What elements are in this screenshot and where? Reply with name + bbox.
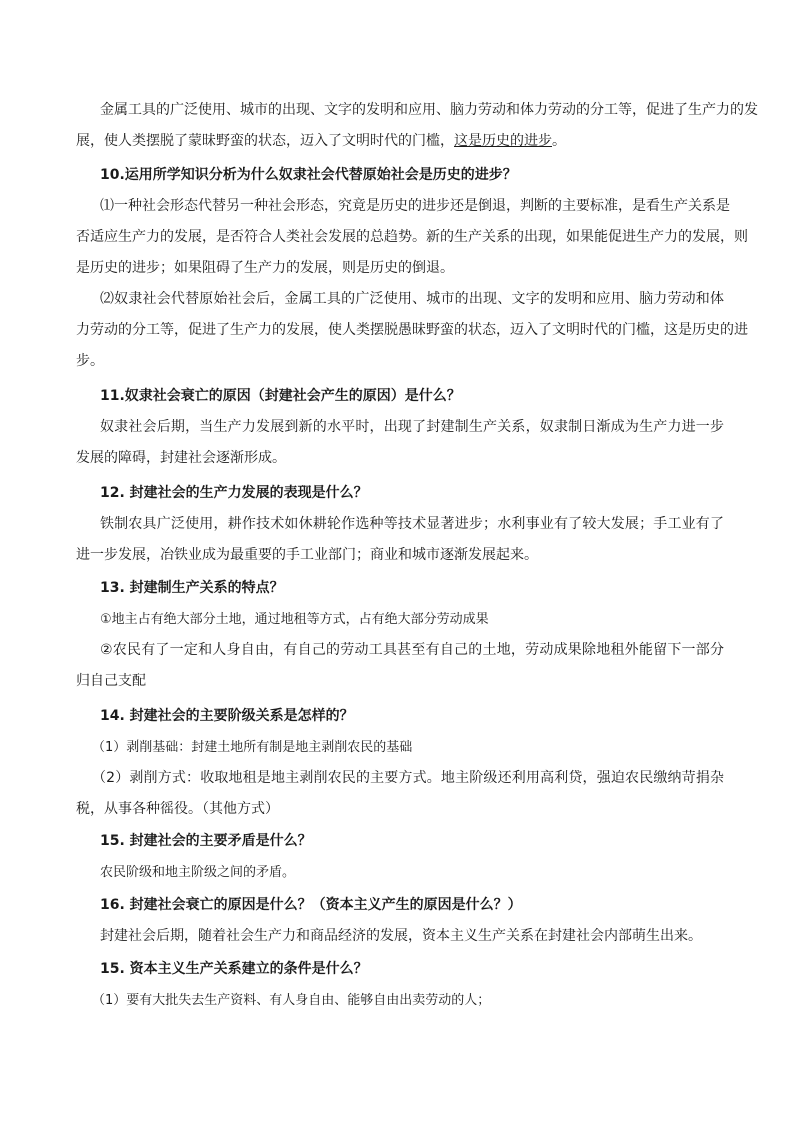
text-span: 展，使人类摆脱了蒙昧野蛮的状态，迈入了文明时代的门槛， — [76, 133, 454, 149]
text-span: 。 — [552, 133, 566, 149]
text-line: 铁制农具广泛使用，耕作技术如休耕轮作选种等技术显著进步；水利事业有了较大发展；手工业有了 — [100, 516, 724, 532]
question-16 — [100, 890, 724, 952]
question-title: 15. 资本主义生产关系建立的条件是什么？ — [100, 961, 368, 977]
text-line: 金属工具的广泛使用、城市的出现、文字的发明和应用、脑力劳动和体力劳动的分工等，促进了生产力的发 — [100, 102, 758, 118]
question-10 — [76, 160, 748, 377]
question-title: 10.运用所学知识分析为什么奴隶社会代替原始社会是历史的进步？ — [100, 167, 517, 183]
text-line: ②农民有了一定和人身自由，有自己的劳动工具甚至有自己的土地，劳动成果除地租外能留下一部分 — [100, 642, 724, 658]
text-line: （2）剥削方式：收取地租是地主剥削农民的主要方式。地主阶级还利用高利贷，强迫农民缴纳苛捐杂 — [92, 770, 724, 786]
question-12 — [76, 478, 724, 571]
text-line: 归自己支配 — [76, 673, 146, 689]
text-line: ⑵奴隶社会代替原始社会后，金属工具的广泛使用、城市的出现、文字的发明和应用、脑力劳动和体 — [100, 291, 724, 307]
question-13 — [76, 573, 724, 697]
question-17 — [92, 954, 724, 1016]
text-line: （1）剥削基础：封建土地所有制是地主剥削农民的基础 — [92, 740, 413, 755]
text-line: 封建社会后期，随着社会生产力和商品经济的发展，资本主义生产关系在封建社会内部萌生出来。 — [100, 928, 702, 944]
question-15 — [100, 826, 724, 888]
question-14 — [76, 701, 724, 825]
text-line: 否适应生产力的发展，是否符合人类社会发展的总趋势。新的生产关系的出现，如果能促进生产力的发展，则 — [76, 229, 748, 245]
question-11 — [76, 381, 724, 474]
question-title: 13. 封建制生产关系的特点？ — [100, 580, 284, 596]
question-title: 12. 封建社会的生产力发展的表现是什么？ — [100, 485, 368, 501]
text-line: （1）要有大批失去生产资料、有人身自由、能够自由出卖劳动的人； — [92, 993, 491, 1008]
question-title: 16. 封建社会衰亡的原因是什么？（资本主义产生的原因是什么？） — [100, 897, 522, 913]
text-line: 奴隶社会后期，当生产力发展到新的水平时，出现了封建制生产关系，奴隶制日渐成为生产力进一步 — [100, 419, 724, 435]
text-line: 进一步发展，冶铁业成为最重要的手工业部门；商业和城市逐渐发展起来。 — [76, 547, 538, 563]
text-line: 是历史的进步；如果阻碍了生产力的发展，则是历史的倒退。 — [76, 260, 454, 276]
text-line: 税，从事各种徭役。（其他方式） — [76, 801, 279, 817]
text-line: 步。 — [76, 353, 104, 369]
text-line: 农民阶级和地主阶级之间的矛盾。 — [100, 865, 296, 880]
question-title: 14. 封建社会的主要阶级关系是怎样的？ — [100, 708, 354, 724]
underlined-text: 这是历史的进步 — [454, 133, 552, 149]
text-line: 力劳动的分工等，促进了生产力的发展，使人类摆脱愚昧野蛮的状态，迈入了文明时代的门槛，这是历史的进 — [76, 322, 748, 338]
text-line — [76, 126, 724, 157]
intro-paragraph — [76, 95, 758, 157]
text-line: 发展的障碍，封建社会逐渐形成。 — [76, 450, 286, 466]
text-line: ⑴一种社会形态代替另一种社会形态，究竟是历史的进步还是倒退，判断的主要标准，是看生产关系是 — [100, 198, 730, 214]
question-title: 15. 封建社会的主要矛盾是什么？ — [100, 833, 312, 849]
text-line: ①地主占有绝大部分土地，通过地租等方式，占有绝大部分劳动成果 — [100, 612, 489, 627]
question-title: 11.奴隶社会衰亡的原因（封建社会产生的原因）是什么？ — [100, 388, 461, 404]
